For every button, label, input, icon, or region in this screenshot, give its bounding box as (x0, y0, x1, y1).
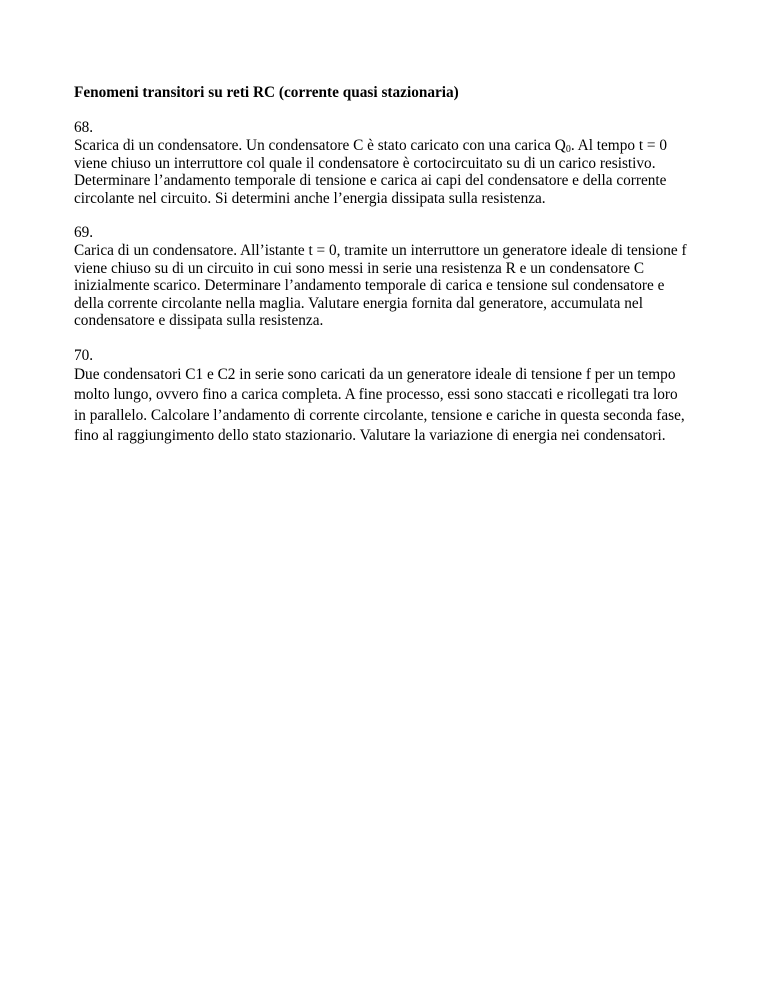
section-title: Fenomeni transitori su reti RC (corrente quasi stazionaria) (74, 84, 459, 101)
problem-number: 70. (74, 346, 94, 364)
problem-line: inizialmente scarico. Determinare l’andamento temporale di carica e tensione sul condensatore e (74, 277, 665, 294)
problem-line: Determinare l’andamento temporale di tensione e carica ai capi del condensatore e della corrente (74, 172, 667, 189)
problem-line: viene chiuso su di un circuito in cui sono messi in serie una resistenza R e un condensatore C (74, 259, 645, 277)
problem-line: della corrente circolante nella maglia. Valutare energia fornita dal generatore, accumulata nel (74, 294, 643, 312)
document-page (74, 84, 714, 464)
problem-line: condensatore e dissipata sulla resistenza. (74, 312, 324, 329)
problem-line: fino al raggiungimento dello stato stazionario. Valutare la variazione di energia nei condensatori. (74, 427, 666, 444)
problem-68 (74, 119, 714, 207)
problem-69 (74, 224, 714, 330)
problem-number: 69. (74, 224, 94, 241)
problem-line: Due condensatori C1 e C2 in serie sono caricati da un generatore ideale di tensione f per un tempo (74, 365, 676, 383)
problem-line: viene chiuso un interruttore col quale il condensatore è cortocircuitato su di un carico resistivo. (74, 154, 656, 172)
line-text: . Al tempo t = 0 (570, 137, 668, 154)
problem-line (74, 137, 714, 155)
problem-line: in parallelo. Calcolare l’andamento di corrente circolante, tensione e cariche in questa seconda fase, (74, 406, 685, 424)
problem-number: 68. (74, 119, 94, 136)
problem-line: molto lungo, ovvero fino a carica completa. A fine processo, essi sono staccati e ricollegati tra loro (74, 386, 678, 403)
problem-line: Carica di un condensatore. All’istante t = 0, tramite un interruttore un generatore ideale di tensione f (74, 242, 687, 259)
problem-70 (74, 347, 714, 447)
problem-line: circolante nel circuito. Si determini anche l’energia dissipata sulla resistenza. (74, 189, 546, 207)
line-text: Scarica di un condensatore. Un condensatore C è stato caricato con una carica Q (74, 137, 566, 154)
subscript: 0 (565, 144, 571, 155)
